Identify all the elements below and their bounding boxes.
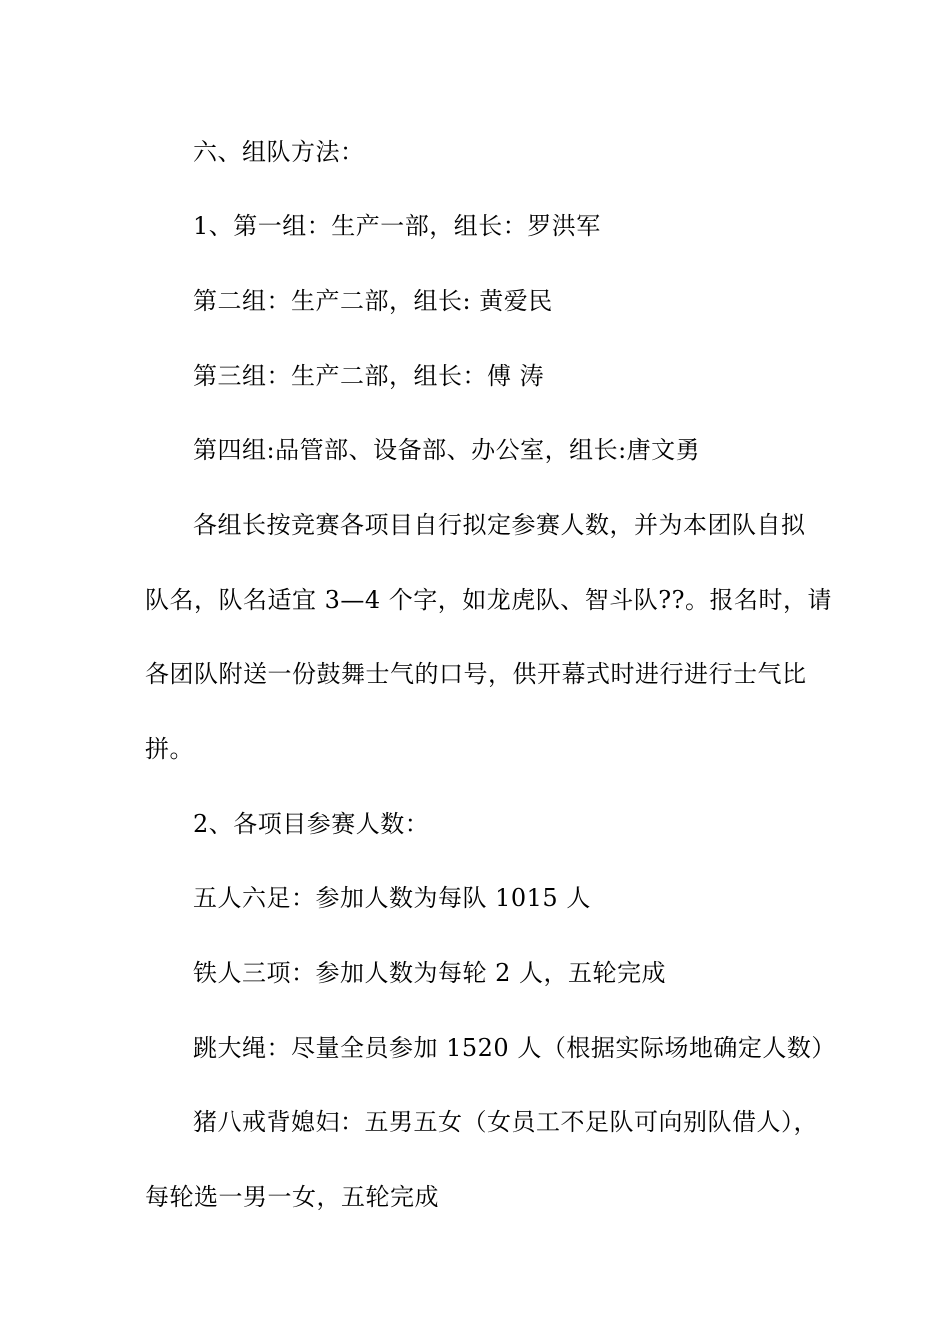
team-group-4: 第四组:品管部、设备部、办公室，组长:唐文勇: [193, 436, 701, 464]
event-item: 五人六足：参加人数为每队 1015 人: [193, 884, 591, 912]
team-group-1: 1、第一组：生产一部，组长：罗洪军: [193, 212, 601, 240]
paragraph-line: 队名，队名适宜 3—4 个字，如龙虎队、智斗队??。报名时，请: [145, 586, 833, 614]
event-item: 铁人三项：参加人数为每轮 2 人，五轮完成: [193, 959, 667, 987]
event-item: 猪八戒背媳妇：五男五女（女员工不足队可向别队借人），: [193, 1108, 818, 1136]
paragraph-line: 各组长按竞赛各项目自行拟定参赛人数，并为本团队自拟: [193, 511, 806, 539]
section-heading: 2、各项目参赛人数：: [193, 810, 430, 838]
team-group-2: 第二组：生产二部，组长: 黄爱民: [193, 287, 553, 315]
section-heading: 六、组队方法：: [193, 138, 365, 166]
team-group-3: 第三组：生产二部，组长：傅 涛: [193, 362, 545, 390]
event-item-continuation: 每轮选一男一女，五轮完成: [145, 1183, 439, 1211]
event-item: 跳大绳：尽量全员参加 1520 人（根据实际场地确定人数）: [193, 1034, 836, 1062]
paragraph-line: 拼。: [145, 735, 194, 763]
paragraph-line: 各团队附送一份鼓舞士气的口号，供开幕式时进行进行士气比: [145, 660, 807, 688]
